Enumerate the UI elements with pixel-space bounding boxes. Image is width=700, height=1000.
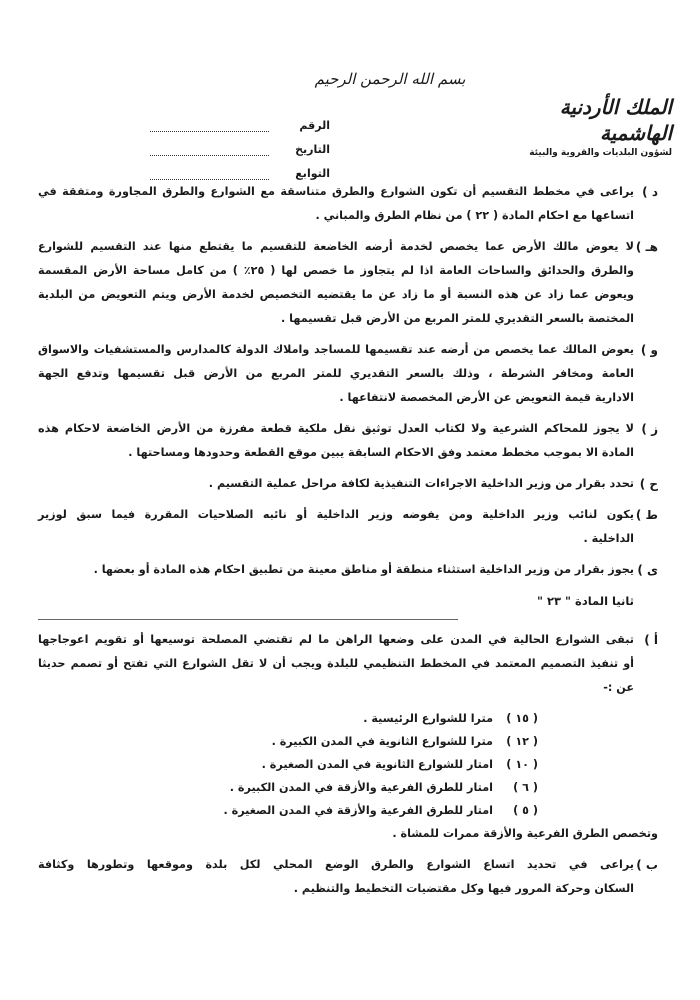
field-label: التاريخ bbox=[295, 143, 330, 156]
clause-ha bbox=[38, 472, 658, 496]
article-23-clause-a bbox=[38, 628, 658, 700]
text-line: يعوض المالك عما يخصص من أرضه عند تقسيمها للمساجد واملاك الدولة كالمدارس والمستشفيات والاسواق bbox=[38, 343, 634, 356]
clause-marker: ب ) bbox=[636, 858, 658, 872]
street-width-list bbox=[38, 707, 538, 822]
width-value: ( ١٥ ) bbox=[506, 712, 538, 725]
text-line: الادارية قيمة التعويض عن الأرض المخصصة لانتفاعها . bbox=[339, 391, 634, 404]
width-description: امتار للطرق الفرعية والأزقة في المدن الصغيرة . bbox=[223, 804, 493, 817]
width-value: ( ١٢ ) bbox=[506, 735, 538, 748]
date-field bbox=[150, 132, 330, 156]
text-line: عن :- bbox=[603, 681, 634, 694]
clause-h bbox=[38, 235, 658, 331]
text-line: المختصة بالسعر التقديري للمتر المربع من الأرض قبل تقسيمها . bbox=[280, 312, 634, 325]
list-item bbox=[38, 753, 538, 776]
text-line: تبقى الشوارع الحالية في المدن على وضعها الراهن ما لم تقتضي المصلحة توسيعها أو تقويم اعوجاجها bbox=[38, 633, 634, 646]
attachments-field bbox=[150, 156, 330, 180]
document-body bbox=[38, 180, 658, 908]
header-fields bbox=[150, 108, 330, 180]
field-label: التوابع bbox=[295, 167, 330, 180]
clause-marker: ط ) bbox=[635, 508, 658, 522]
text-line: لا يعوض مالك الأرض عما يخصص لخدمة أرضه الخاضعة للتقسيم ما يقتطع منها عند التقسيم للشوارع bbox=[38, 240, 634, 253]
text-line: يكون لنائب وزير الداخلية ومن يفوضه وزير الداخلية أو نائبه الصلاحيات المقررة فيما سبق لوزير bbox=[38, 508, 634, 521]
list-item bbox=[38, 730, 538, 753]
section-title: ثانيا المادة " ٢٣ " bbox=[537, 594, 634, 608]
text-line: الداخلية . bbox=[583, 532, 634, 545]
text-line: العامة ومخافر الشرطة ، وذلك بالسعر التقديري للمتر المربع من الأرض قبل تقسيمها وتدفع الجهة bbox=[38, 367, 634, 380]
article-23-clause-b bbox=[38, 853, 658, 901]
field-label: الرقم bbox=[299, 119, 330, 132]
text-line: ويعوض عما زاد عن هذه النسبة أو ما زاد عن ما يقتضيه التخصيص لخدمة الأرض ويتم التعويض من البلدية bbox=[38, 288, 634, 301]
text-line: يراعى في مخطط التقسيم أن تكون الشوارع والطرق متناسقة مع الشوارع والطرق المجاورة ومتفقة في bbox=[38, 185, 634, 198]
list-item bbox=[38, 776, 538, 799]
section-divider bbox=[38, 619, 458, 620]
letterhead-logo bbox=[522, 94, 672, 158]
width-description: مترا للشوارع الثانوية في المدن الكبيرة . bbox=[271, 735, 493, 748]
letterhead-title: الملك الأردنية الهاشمية bbox=[559, 95, 672, 145]
list-item bbox=[38, 799, 538, 822]
clause-marker: ح ) bbox=[639, 477, 658, 491]
text-line: وتخصص الطرق الفرعية والأزقة ممرات للمشاة . bbox=[392, 827, 658, 840]
clause-marker: ى ) bbox=[637, 563, 658, 577]
text-line: لا يجوز للمحاكم الشرعية ولا لكتاب العدل توثيق نقل ملكية قطعة مفرزة من الأرض الخاضعة لاحكام هذه bbox=[38, 422, 634, 435]
clause-ta bbox=[38, 503, 658, 551]
width-description: مترا للشوارع الرئيسية . bbox=[363, 712, 493, 725]
clause-w bbox=[38, 338, 658, 410]
text-line: المادة الا بموجب مخطط معتمد وفق الاحكام السابقة يبين موقع القطعة وحدودها ومساحتها . bbox=[128, 446, 634, 459]
clause-marker: و ) bbox=[640, 343, 658, 357]
basmala-heading: بسم الله الرحمن الرحيم bbox=[314, 70, 466, 88]
width-description: امتار للشوارع الثانوية في المدن الصغيرة . bbox=[261, 758, 493, 771]
clause-marker: ز ) bbox=[641, 422, 658, 436]
text-line: أو تنفيذ التصميم المعتمد في المخطط التنظيمي للبلدة ويجب أن لا تقل الشوارع التي تفتح أو تصمم حديثا bbox=[38, 657, 634, 670]
pedestrian-note bbox=[38, 822, 658, 846]
clause-marker: د ) bbox=[642, 185, 658, 199]
width-value: ( ١٠ ) bbox=[506, 758, 538, 771]
text-line: والطرق والحدائق والساحات العامة اذا لم يتجاوز ما خصص لها ( ٢٥٪ ) من كامل مساحة الأرض المقسمة bbox=[38, 264, 635, 277]
width-value: ( ٦ ) bbox=[513, 781, 538, 794]
clause-ya bbox=[38, 558, 658, 582]
letterhead-subtitle: لشؤون البلديات والقروية والبيئة bbox=[529, 148, 672, 158]
text-line: تحدد بقرار من وزير الداخلية الاجراءات التنفيذية لكافة مراحل عملية التقسيم . bbox=[208, 477, 634, 490]
width-value: ( ٥ ) bbox=[513, 804, 538, 817]
dotted-line bbox=[150, 143, 269, 156]
text-line: يجوز بقرار من وزير الداخلية استثناء منطقة أو مناطق معينة من تطبيق احكام هذه المادة أو بعضها . bbox=[93, 563, 634, 576]
clause-marker: هـ ) bbox=[635, 240, 658, 254]
text-line: السكان وحركة المرور فيها وكل مقتضيات التخطيط والتنظيم . bbox=[293, 882, 634, 895]
list-item bbox=[38, 707, 538, 730]
clause-z bbox=[38, 417, 658, 465]
clause-d bbox=[38, 180, 658, 228]
text-line: اتساعها مع احكام المادة ( ٢٢ ) من نظام الطرق والمباني . bbox=[315, 209, 634, 222]
dotted-line bbox=[150, 119, 269, 132]
text-line: يراعى في تحديد اتساع الشوارع والطرق الوضع المحلي لكل بلدة وموقعها وتطورها وكثافة bbox=[38, 858, 634, 871]
width-description: امتار للطرق الفرعية والأزقة في المدن الكبيرة . bbox=[229, 781, 493, 794]
reference-number-field bbox=[150, 108, 330, 132]
clause-marker: أ ) bbox=[644, 633, 658, 647]
dotted-line bbox=[150, 167, 269, 180]
